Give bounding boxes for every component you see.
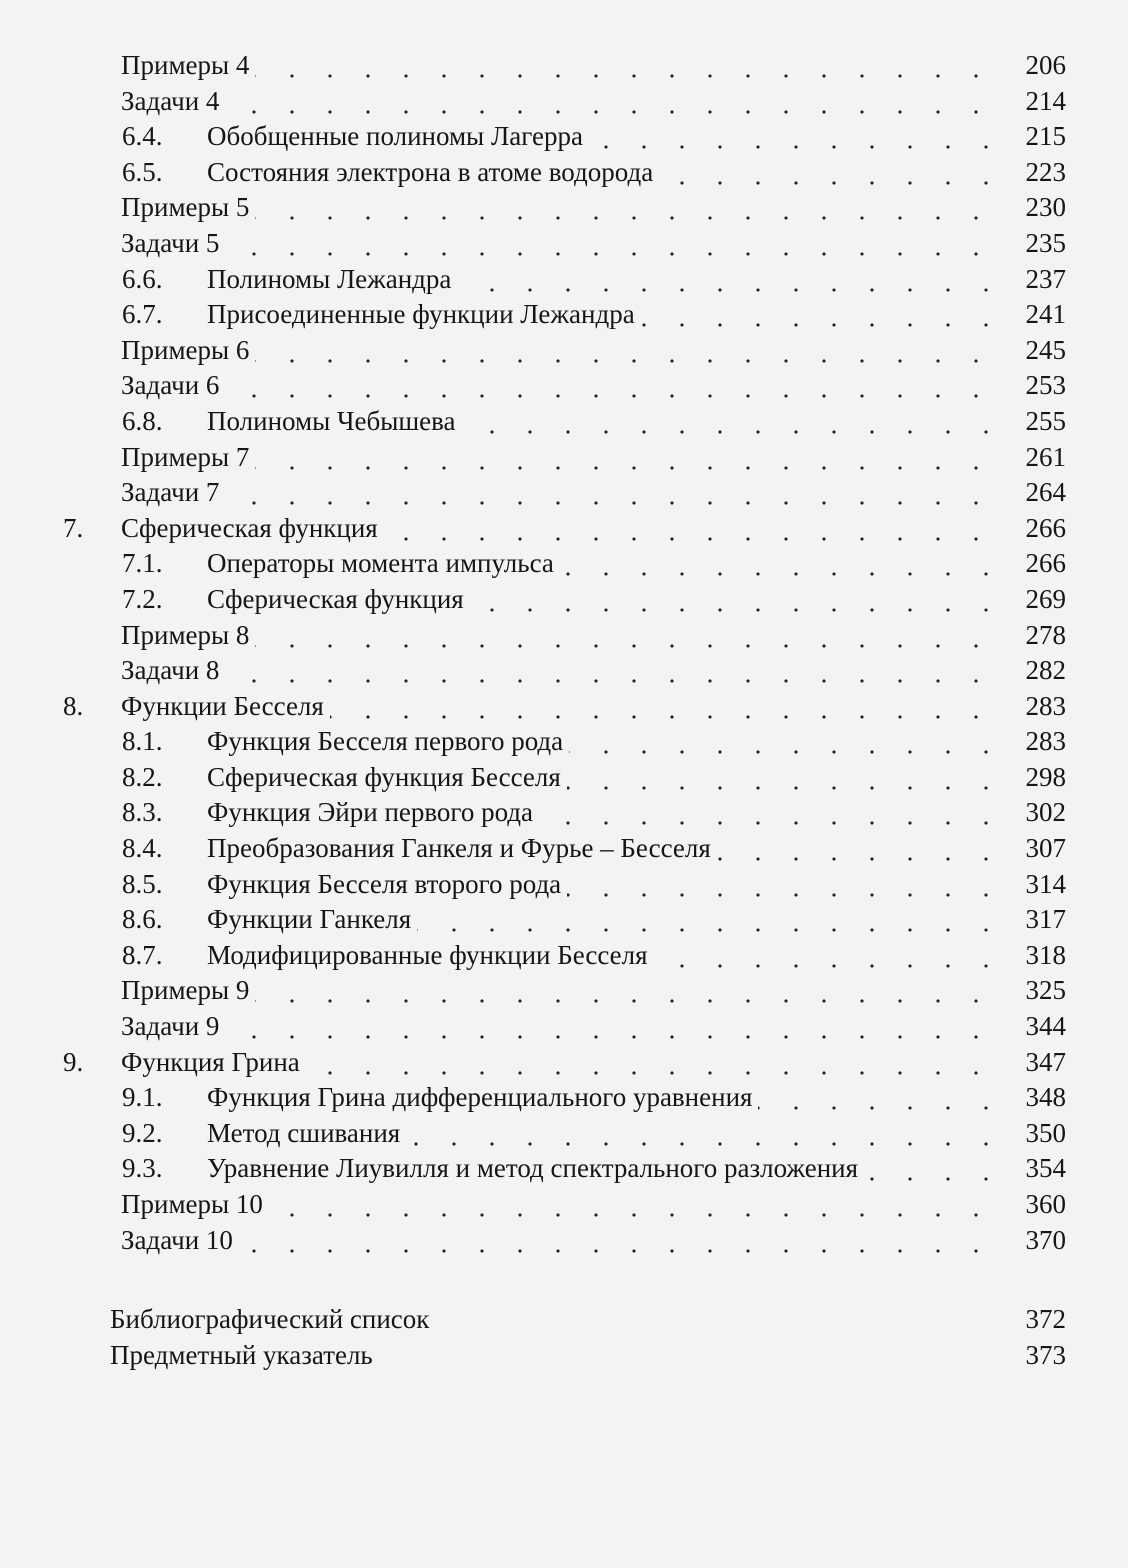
toc-entry-title: Функция Бесселя второго рода	[207, 869, 567, 899]
toc-entry-title-leader	[121, 511, 1010, 547]
toc-entry-number: 9.1.	[122, 1082, 163, 1113]
toc-entry-number: 7.	[63, 512, 84, 543]
toc-entry-title: Сферическая функция Бесселя	[207, 762, 567, 792]
toc-entry-title: Примеры 5	[121, 192, 255, 222]
toc-entry-title-leader	[207, 795, 1010, 831]
toc-entry	[0, 867, 1128, 903]
toc-entry	[0, 404, 1128, 440]
toc-entry-title-leader	[121, 1187, 1010, 1223]
toc-entry	[0, 262, 1128, 298]
toc-entry-page: 314	[1025, 868, 1066, 899]
toc-entry-title-leader	[110, 1338, 1010, 1374]
toc-entry	[0, 155, 1128, 191]
toc-entry-page: 223	[1025, 156, 1066, 187]
toc-entry-title-leader	[207, 1080, 1010, 1116]
toc-entry	[0, 333, 1128, 369]
toc-entry	[0, 226, 1128, 262]
toc-entry-title: Библиографический список	[110, 1304, 435, 1334]
toc-entry	[0, 48, 1128, 84]
toc-entry	[0, 1187, 1128, 1223]
toc-entry-title: Операторы момента импульса	[207, 548, 560, 578]
toc-entry-title: Задачи 10	[121, 1225, 239, 1255]
toc-entry-title-leader	[207, 831, 1010, 867]
toc-entry-title: Состояния электрона в атоме водорода	[207, 157, 659, 187]
toc-entry-page: 325	[1025, 975, 1066, 1006]
toc-entry-title-leader	[121, 226, 1010, 262]
toc-entry-title: Задачи 5	[121, 228, 225, 258]
toc-entry-title: Задачи 6	[121, 370, 225, 400]
toc-entry-page: 354	[1025, 1153, 1066, 1184]
toc-entry-page: 298	[1025, 761, 1066, 792]
toc-entry	[0, 84, 1128, 120]
toc-entry	[0, 902, 1128, 938]
toc-entry-title: Примеры 4	[121, 50, 255, 80]
toc-entry-page: 282	[1025, 655, 1066, 686]
toc-entry-title-leader	[121, 653, 1010, 689]
toc-entry-page: 269	[1025, 583, 1066, 614]
toc-entry-page: 266	[1025, 548, 1066, 579]
toc-entry-number: 8.1.	[122, 726, 163, 757]
toc-entry-title-leader	[207, 546, 1010, 582]
toc-entry-number: 6.4.	[122, 121, 163, 152]
toc-entry-page: 245	[1025, 334, 1066, 365]
toc-entry-page: 264	[1025, 477, 1066, 508]
table-of-contents	[0, 48, 1128, 1373]
toc-entry	[0, 1302, 1128, 1338]
toc-entry-page: 372	[1025, 1304, 1066, 1335]
toc-entry-title: Задачи 8	[121, 655, 225, 685]
toc-entry-title-leader	[207, 404, 1010, 440]
toc-entry	[0, 1080, 1128, 1116]
toc-entry-page: 241	[1025, 299, 1066, 330]
toc-entry-page: 350	[1025, 1117, 1066, 1148]
toc-entry	[0, 440, 1128, 476]
toc-entry-page: 373	[1025, 1339, 1066, 1370]
toc-entry-title: Функции Ганкеля	[207, 904, 417, 934]
toc-entry-page: 255	[1025, 405, 1066, 436]
toc-entry-page: 230	[1025, 192, 1066, 223]
toc-entry-title: Функция Эйри первого рода	[207, 797, 539, 827]
toc-entry	[0, 511, 1128, 547]
toc-entry-number: 8.3.	[122, 797, 163, 828]
toc-entry-page: 278	[1025, 619, 1066, 650]
toc-entry-number: 8.4.	[122, 833, 163, 864]
toc-entry-number: 9.2.	[122, 1117, 163, 1148]
toc-entry-title: Задачи 7	[121, 477, 225, 507]
toc-entry-page: 266	[1025, 512, 1066, 543]
toc-entry	[0, 368, 1128, 404]
toc-entry-title: Сферическая функция	[121, 513, 384, 543]
toc-entry-title-leader	[121, 1223, 1010, 1259]
toc-entry	[0, 1116, 1128, 1152]
toc-entry-number: 7.1.	[122, 548, 163, 579]
toc-entry-title: Функция Бесселя первого рода	[207, 726, 569, 756]
toc-entry-page: 360	[1025, 1189, 1066, 1219]
toc-entry-title: Примеры 7	[121, 442, 255, 472]
toc-entry	[0, 618, 1128, 654]
toc-entry-number: 8.2.	[122, 761, 163, 792]
toc-entry-title-leader	[121, 1009, 1010, 1045]
toc-entry-title: Примеры 10	[121, 1189, 269, 1219]
toc-entry-title-leader	[207, 867, 1010, 903]
toc-entry-title: Задачи 4	[121, 86, 225, 116]
toc-entry	[0, 1009, 1128, 1045]
toc-entry-number: 6.5.	[122, 156, 163, 187]
toc-entry-page: 261	[1025, 441, 1066, 472]
toc-entry-title: Обобщенные полиномы Лагерра	[207, 121, 589, 151]
toc-entry-page: 237	[1025, 263, 1066, 294]
toc-entry	[0, 1338, 1128, 1374]
toc-entry-page: 206	[1025, 50, 1066, 80]
toc-entry-title: Полиномы Лежандра	[207, 264, 457, 294]
toc-entry-page: 215	[1025, 121, 1066, 152]
toc-entry	[0, 475, 1128, 511]
toc-entry	[0, 1223, 1128, 1259]
toc-entry-page: 347	[1025, 1046, 1066, 1077]
toc-entry-title: Функции Бесселя	[121, 691, 330, 721]
toc-entry-title-leader	[207, 724, 1010, 760]
toc-entry-title-leader	[121, 190, 1010, 226]
toc-entry-title-leader	[207, 902, 1010, 938]
toc-entry-title-leader	[121, 618, 1010, 654]
toc-entry-number: 6.6.	[122, 263, 163, 294]
toc-entry-page: 307	[1025, 833, 1066, 864]
toc-entry-page: 235	[1025, 227, 1066, 258]
toc-entry-title-leader	[121, 689, 1010, 725]
toc-entry-title-leader	[207, 262, 1010, 298]
toc-entry-title-leader	[121, 333, 1010, 369]
toc-entry-title: Примеры 8	[121, 620, 255, 650]
toc-entry-page: 214	[1025, 85, 1066, 116]
toc-entry-number: 9.	[63, 1046, 84, 1077]
toc-entry	[0, 1151, 1128, 1187]
toc-entry-page: 318	[1025, 939, 1066, 970]
toc-entry-title-leader	[121, 84, 1010, 120]
toc-entry	[0, 546, 1128, 582]
toc-entry	[0, 831, 1128, 867]
toc-entry	[0, 973, 1128, 1009]
toc-entry	[0, 297, 1128, 333]
toc-entry	[0, 689, 1128, 725]
toc-entry-title: Модифицированные функции Бесселя	[207, 940, 654, 970]
toc-entry-title: Функция Грина дифференциального уравнения	[207, 1082, 758, 1112]
toc-entry-number: 6.7.	[122, 299, 163, 330]
toc-entry-title-leader	[121, 440, 1010, 476]
toc-entry-number: 9.3.	[122, 1153, 163, 1184]
toc-entry-title: Функция Грина	[121, 1047, 306, 1077]
toc-entry	[0, 1045, 1128, 1081]
toc-entry-number: 6.8.	[122, 405, 163, 436]
toc-entry-title: Преобразования Ганкеля и Фурье – Бесселя	[207, 833, 717, 863]
toc-entry	[0, 938, 1128, 974]
toc-entry-page: 370	[1025, 1224, 1066, 1255]
toc-entry-title-leader	[121, 475, 1010, 511]
toc-entry-title-leader	[207, 938, 1010, 974]
toc-entry-title: Задачи 9	[121, 1011, 225, 1041]
toc-entry	[0, 653, 1128, 689]
toc-entry	[0, 760, 1128, 796]
toc-entry-title: Полиномы Чебышева	[207, 406, 462, 436]
toc-entry	[0, 582, 1128, 618]
toc-entry-title-leader	[121, 368, 1010, 404]
toc-entry-page: 317	[1025, 904, 1066, 935]
toc-entry-title-leader	[207, 297, 1010, 333]
toc-entry-title: Уравнение Лиувилля и метод спектрального разложения	[207, 1153, 864, 1183]
toc-entry-title-leader	[207, 582, 1010, 618]
toc-entry	[0, 724, 1128, 760]
toc-entry-number: 8.6.	[122, 904, 163, 935]
toc-entry-title: Метод сшивания	[207, 1118, 406, 1148]
toc-entry-title-leader	[110, 1302, 1010, 1338]
toc-entry-title-leader	[121, 48, 1010, 84]
toc-entry-title: Присоединенные функции Лежандра	[207, 299, 641, 329]
toc-entry-title: Примеры 9	[121, 975, 255, 1005]
toc-entry-page: 253	[1025, 370, 1066, 401]
toc-entry-title-leader	[207, 119, 1010, 155]
toc-entry	[0, 190, 1128, 226]
toc-entry-number: 7.2.	[122, 583, 163, 614]
toc-entry-title-leader	[207, 1116, 1010, 1152]
toc-entry-title-leader	[121, 1045, 1010, 1081]
toc-entry	[0, 119, 1128, 155]
toc-entry-number: 8.7.	[122, 939, 163, 970]
toc-entry-page: 283	[1025, 726, 1066, 757]
toc-entry-title-leader	[121, 973, 1010, 1009]
toc-entry-title: Предметный указатель	[110, 1340, 379, 1370]
toc-entry-title-leader	[207, 1151, 1010, 1187]
toc-entry-title: Сферическая функция	[207, 584, 470, 614]
toc-entry-title-leader	[207, 155, 1010, 191]
toc-entry-page: 283	[1025, 690, 1066, 721]
toc-entry-title-leader	[207, 760, 1010, 796]
toc-entry-page: 348	[1025, 1082, 1066, 1113]
toc-entry-number: 8.5.	[122, 868, 163, 899]
toc-entry-number: 8.	[63, 690, 84, 721]
toc-entry-title: Примеры 6	[121, 335, 255, 365]
toc-entry-page: 302	[1025, 797, 1066, 828]
toc-entry	[0, 795, 1128, 831]
toc-entry-page: 344	[1025, 1011, 1066, 1042]
